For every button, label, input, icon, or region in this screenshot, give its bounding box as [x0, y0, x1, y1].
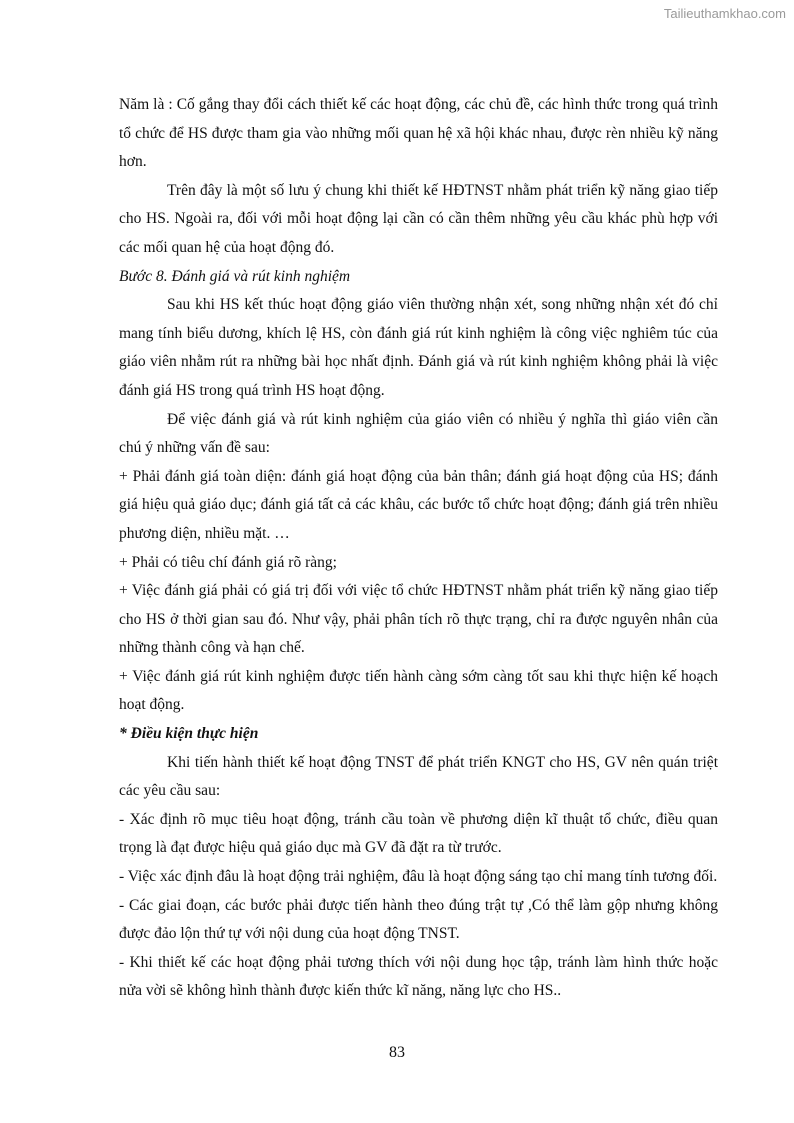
step-8-heading: Bước 8. Đánh giá và rút kinh nghiệm: [119, 267, 351, 285]
watermark: Tailieuthamkhao.com: [663, 6, 786, 21]
conditions-heading: * Điều kiện thực hiện: [119, 725, 259, 743]
list-item-timing: + Việc đánh giá rút kinh nghiệm được tiến hành càng sớm càng tốt sau khi thực hiện kế hoạch hoạt động.: [119, 667, 718, 714]
paragraph-evaluation-intro: Để việc đánh giá và rút kinh nghiệm của giáo viên có nhiều ý nghĩa thì giáo viên cần chú ý những vấn đề sau:: [119, 410, 718, 457]
paragraph-nam-la: Năm là : Cố gắng thay đổi cách thiết kế các hoạt động, các chủ đề, các hình thức trong quá trình tổ chức để HS được tham gia vào những mối quan hệ xã hội khác nhau, được rèn nhiều kỹ năng hơn.: [119, 96, 718, 171]
list-item-order: - Các giai đoạn, các bước phải được tiến hành theo đúng trật tự ,Có thể làm gộp nhưng không được đảo lộn thứ tự với nội dung của hoạt động TNST.: [119, 896, 718, 943]
paragraph-conditions-intro: Khi tiến hành thiết kế hoạt động TNST để phát triển KNGT cho HS, GV nên quán triệt các yêu cầu sau:: [119, 753, 718, 800]
paragraph-summary: Trên đây là một số lưu ý chung khi thiết kế HĐTNST nhằm phát triển kỹ năng giao tiếp cho HS. Ngoài ra, đối với mỗi hoạt động lại cần có cần thêm những yêu cầu khác phù hợp với các mối quan hệ của hoạt động đó.: [119, 181, 718, 256]
paragraph-after-activity: Sau khi HS kết thúc hoạt động giáo viên thường nhận xét, song những nhận xét đó chỉ mang tính biểu dương, khích lệ HS, còn đánh giá rút kinh nghiệm là công việc nghiêm túc của giáo viên nhằm rút ra những bài học nhất định. Đánh giá và rút kinh nghiệm không phải là việc đánh giá HS trong quá trình HS hoạt động.: [119, 296, 718, 399]
list-item-compatibility: - Khi thiết kế các hoạt động phải tương thích với nội dung học tập, tránh làm hình thức hoặc nửa vời sẽ không hình thành được kiến thức kĩ năng, năng lực cho HS..: [119, 953, 718, 1000]
list-item-relative: - Việc xác định đâu là hoạt động trải nghiệm, đâu là hoạt động sáng tạo chỉ mang tính tương đối.: [119, 868, 718, 886]
page-number: 83: [389, 1044, 405, 1061]
page-body: [119, 91, 718, 1006]
list-item-objectives: - Xác định rõ mục tiêu hoạt động, tránh cầu toàn về phương diện kĩ thuật tổ chức, điều quan trọng là đạt được hiệu quả giáo dục mà GV đã đặt ra từ trước.: [119, 810, 718, 857]
list-item-criteria: + Phải có tiêu chí đánh giá rõ ràng;: [119, 553, 337, 571]
list-item-comprehensive: + Phải đánh giá toàn diện: đánh giá hoạt động của bản thân; đánh giá hoạt động của HS; đánh giá hiệu quả giáo dục; đánh giá tất cả các khâu, các bước tổ chức hoạt động; đánh giá trên nhiều phương diện, nhiều mặt. …: [119, 467, 718, 542]
list-item-value: + Việc đánh giá phải có giá trị đối với việc tổ chức HĐTNST nhằm phát triển kỹ năng giao tiếp cho HS ở thời gian sau đó. Như vậy, phải phân tích rõ thực trạng, chỉ ra được nguyên nhân của những thành công và hạn chế.: [119, 582, 718, 657]
